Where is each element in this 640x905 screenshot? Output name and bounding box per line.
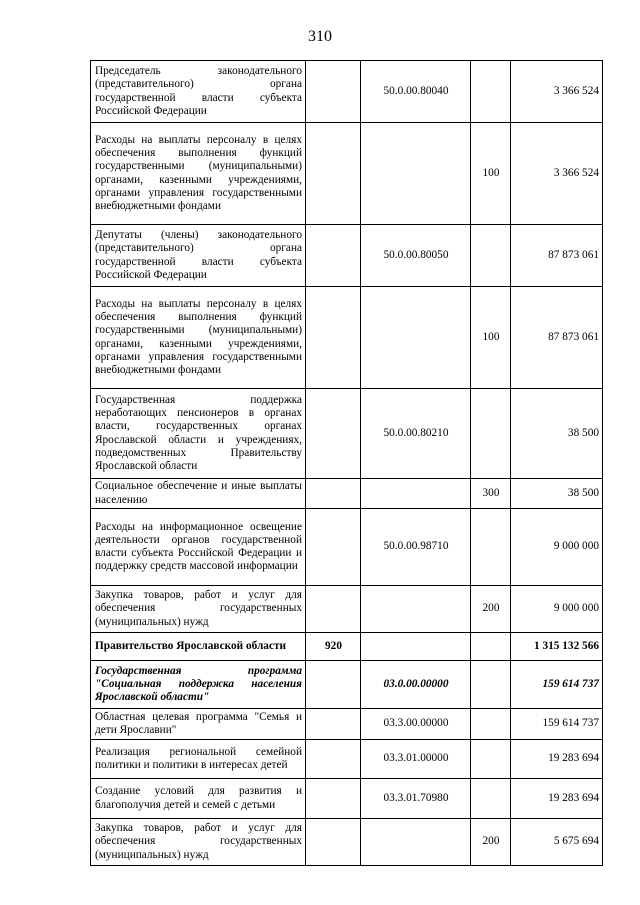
ministry-code-cell xyxy=(306,586,361,633)
table-row xyxy=(91,779,603,819)
item-name-cell: Депутаты (члены) законодательного (представительного) органа государственной власти субъекта Российской Федерации xyxy=(91,225,306,287)
expense-type-cell xyxy=(471,709,511,740)
table-row xyxy=(91,389,603,479)
target-article-cell: 03.3.00.00000 xyxy=(361,709,471,740)
expense-type-cell: 100 xyxy=(471,123,511,225)
item-name-cell: Расходы на информационное освещение деятельности органов государственной власти субъекта Российской Федерации и поддержку средств массовой информации xyxy=(91,509,306,586)
expense-type-cell xyxy=(471,740,511,779)
budget-table xyxy=(90,60,603,866)
expense-type-cell: 200 xyxy=(471,819,511,866)
amount-cell: 19 283 694 xyxy=(511,740,603,779)
target-article-cell xyxy=(361,633,471,661)
ministry-code-cell xyxy=(306,779,361,819)
ministry-code-cell xyxy=(306,479,361,509)
expense-type-cell: 200 xyxy=(471,586,511,633)
expense-type-cell xyxy=(471,509,511,586)
amount-cell: 87 873 061 xyxy=(511,225,603,287)
target-article-cell: 03.0.00.00000 xyxy=(361,661,471,709)
table-row xyxy=(91,61,603,123)
item-name-cell: Председатель законодательного (представительного) органа государственной власти субъекта Российской Федерации xyxy=(91,61,306,123)
ministry-code-cell: 920 xyxy=(306,633,361,661)
amount-cell: 159 614 737 xyxy=(511,661,603,709)
target-article-cell: 50.0.00.80050 xyxy=(361,225,471,287)
ministry-code-cell xyxy=(306,389,361,479)
target-article-cell xyxy=(361,586,471,633)
table-row xyxy=(91,633,603,661)
ministry-code-cell xyxy=(306,661,361,709)
expense-type-cell xyxy=(471,779,511,819)
expense-type-cell: 100 xyxy=(471,287,511,389)
item-name-cell: Реализация региональной семейной политики и политики в интересах детей xyxy=(91,740,306,779)
target-article-cell: 50.0.00.80210 xyxy=(361,389,471,479)
item-name-cell: Расходы на выплаты персоналу в целях обеспечения выполнения функций государственными (муниципальными) органами, казенными учреждениями, органами управления государственными внебюджетными фондами xyxy=(91,123,306,225)
ministry-code-cell xyxy=(306,819,361,866)
expense-type-cell xyxy=(471,633,511,661)
amount-cell: 19 283 694 xyxy=(511,779,603,819)
table-row xyxy=(91,123,603,225)
target-article-cell xyxy=(361,479,471,509)
item-name-cell: Областная целевая программа "Семья и дети Ярославии" xyxy=(91,709,306,740)
table-row xyxy=(91,225,603,287)
item-name-cell: Расходы на выплаты персоналу в целях обеспечения выполнения функций государственными (муниципальными) органами, казенными учреждениями, органами управления государственными внебюджетными фондами xyxy=(91,287,306,389)
item-name-cell: Государственная поддержка неработающих пенсионеров в органах власти, государственных органах Ярославской области и учреждениях, подведомственных Правительству Ярославской области xyxy=(91,389,306,479)
table-row xyxy=(91,709,603,740)
amount-cell: 3 366 524 xyxy=(511,61,603,123)
ministry-code-cell xyxy=(306,225,361,287)
item-name-cell: Социальное обеспечение и иные выплаты населению xyxy=(91,479,306,509)
expense-type-cell xyxy=(471,61,511,123)
ministry-code-cell xyxy=(306,709,361,740)
item-name-cell: Государственная программа "Социальная поддержка населения Ярославской области" xyxy=(91,661,306,709)
amount-cell: 3 366 524 xyxy=(511,123,603,225)
target-article-cell: 03.3.01.00000 xyxy=(361,740,471,779)
ministry-code-cell xyxy=(306,61,361,123)
amount-cell: 159 614 737 xyxy=(511,709,603,740)
amount-cell: 87 873 061 xyxy=(511,287,603,389)
item-name-cell: Правительство Ярославской области xyxy=(91,633,306,661)
table-row xyxy=(91,740,603,779)
amount-cell: 38 500 xyxy=(511,389,603,479)
ministry-code-cell xyxy=(306,123,361,225)
target-article-cell: 50.0.00.80040 xyxy=(361,61,471,123)
target-article-cell xyxy=(361,819,471,866)
ministry-code-cell xyxy=(306,509,361,586)
ministry-code-cell xyxy=(306,287,361,389)
table-row xyxy=(91,287,603,389)
item-name-cell: Закупка товаров, работ и услуг для обеспечения государственных (муниципальных) нужд xyxy=(91,819,306,866)
expense-type-cell xyxy=(471,661,511,709)
expense-type-cell xyxy=(471,389,511,479)
budget-table-body xyxy=(91,61,603,866)
table-row xyxy=(91,661,603,709)
item-name-cell: Создание условий для развития и благополучия детей и семей с детьми xyxy=(91,779,306,819)
table-row xyxy=(91,509,603,586)
expense-type-cell xyxy=(471,225,511,287)
page-number: 310 xyxy=(308,28,332,45)
table-row xyxy=(91,479,603,509)
amount-cell: 38 500 xyxy=(511,479,603,509)
amount-cell: 1 315 132 566 xyxy=(511,633,603,661)
target-article-cell xyxy=(361,287,471,389)
target-article-cell: 50.0.00.98710 xyxy=(361,509,471,586)
amount-cell: 9 000 000 xyxy=(511,509,603,586)
expense-type-cell: 300 xyxy=(471,479,511,509)
target-article-cell xyxy=(361,123,471,225)
table-row xyxy=(91,819,603,866)
table-row xyxy=(91,586,603,633)
target-article-cell: 03.3.01.70980 xyxy=(361,779,471,819)
ministry-code-cell xyxy=(306,740,361,779)
amount-cell: 5 675 694 xyxy=(511,819,603,866)
item-name-cell: Закупка товаров, работ и услуг для обеспечения государственных (муниципальных) нужд xyxy=(91,586,306,633)
amount-cell: 9 000 000 xyxy=(511,586,603,633)
